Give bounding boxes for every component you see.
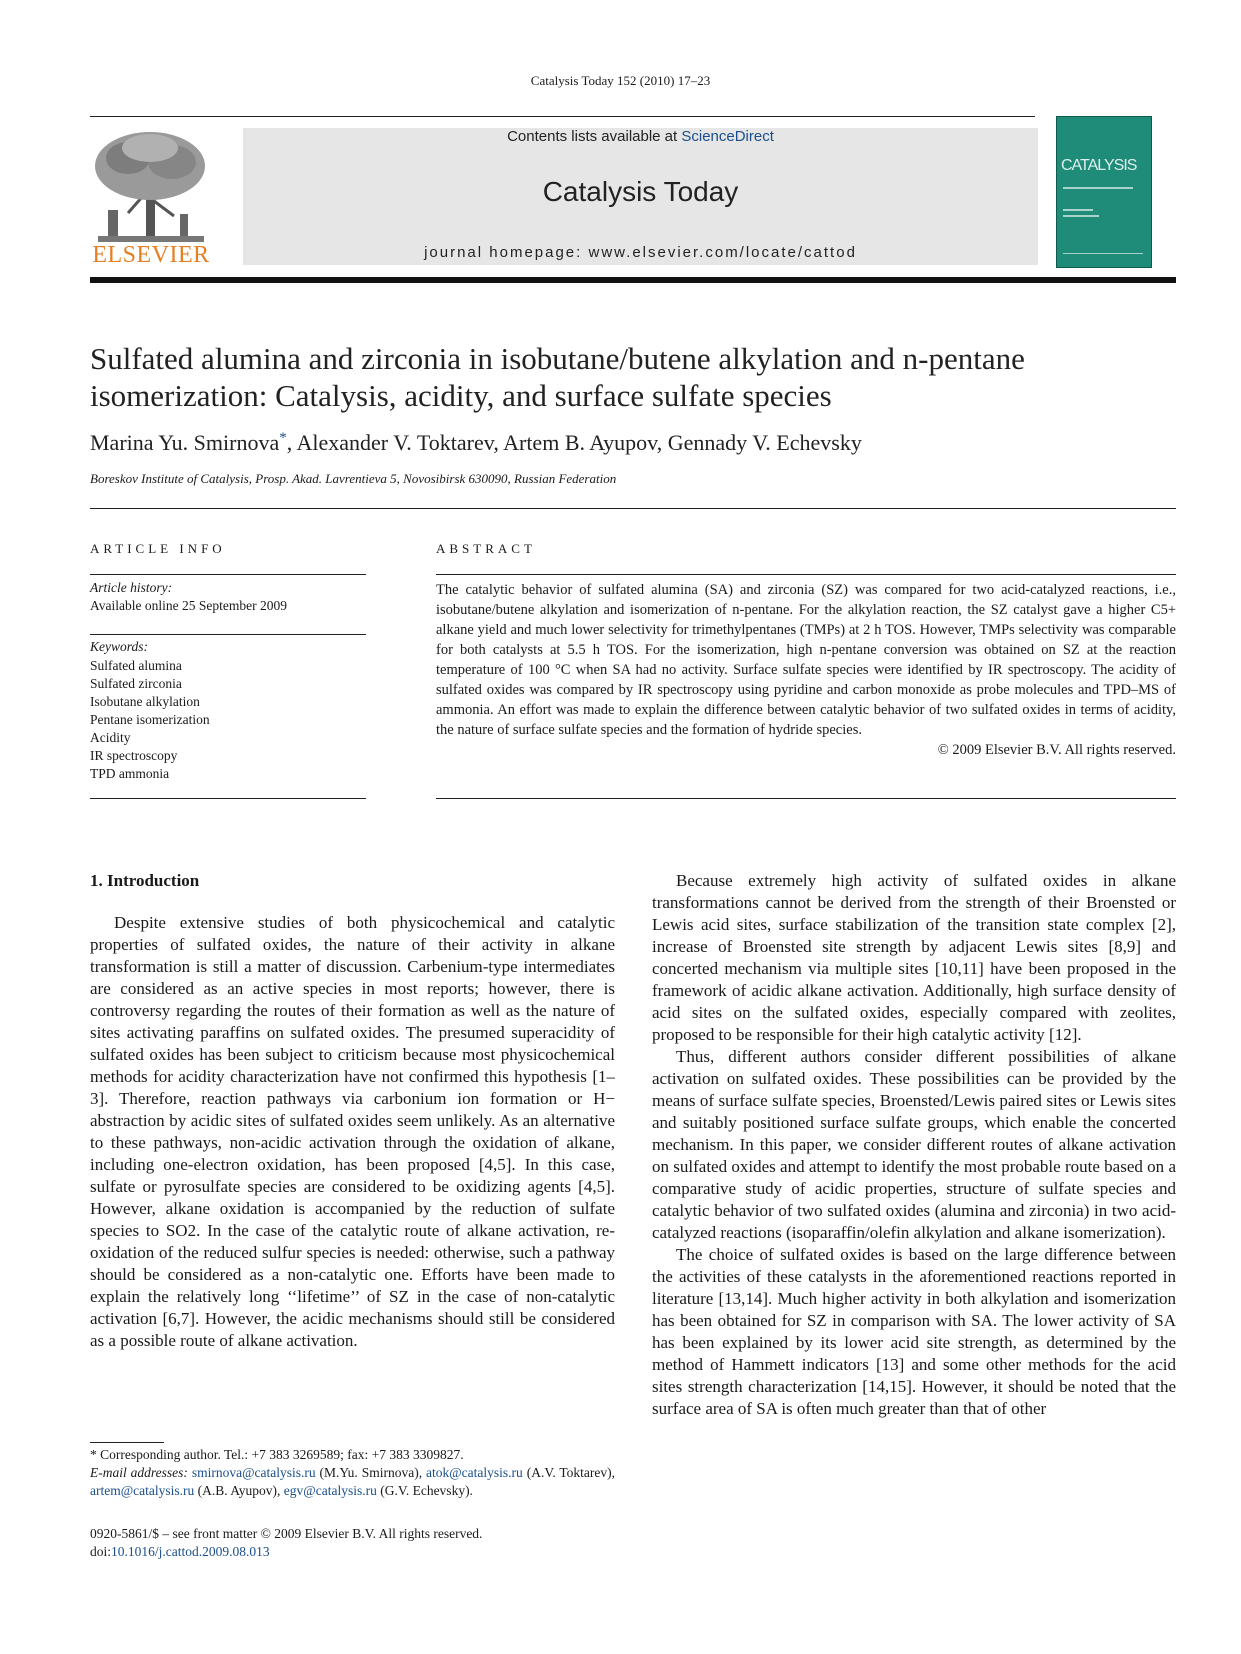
email-label: E-mail addresses:: [90, 1465, 188, 1480]
header-rule: [90, 116, 1035, 117]
cover-text-line: [1063, 209, 1093, 211]
bottom-matter: [90, 1525, 482, 1561]
doi-line: [90, 1543, 482, 1561]
journal-homepage[interactable]: journal homepage: www.elsevier.com/locate/cattod: [424, 244, 857, 261]
email-owner: (G.V. Echevsky).: [380, 1483, 473, 1498]
cover-text-line: [1063, 187, 1133, 189]
abstract-copyright: © 2009 Elsevier B.V. All rights reserved.: [937, 742, 1176, 758]
email-link[interactable]: egv@catalysis.ru: [283, 1483, 377, 1498]
abstract-rule: [436, 798, 1176, 799]
keywords-label: Keywords:: [90, 639, 148, 654]
doi-label: doi:: [90, 1544, 112, 1559]
keyword-item: Pentane isomerization: [90, 712, 210, 727]
keyword-item: TPD ammonia: [90, 766, 170, 781]
paragraph: Thus, different authors consider different possibilities of alkane activation on sulfated oxides. These possibilities can be provided by the means of surface sulfate species, Broensted/Lewis paired sites or Lewis sites and suitably positioned surface sulfate groups, which enable the concerted mechanism. In this paper, we consider different routes of alkane activation on sulfated oxides and attempt to identify the most probable route based on a comparative study of acidic properties, structure of sulfate species and catalytic behavior of two sulfated oxides (alumina and zirconia) in two acid-catalyzed reactions (isoparaffin/olefin alkylation and alkane isomerization).: [652, 1047, 1176, 1242]
journal-cover[interactable]: [1056, 116, 1152, 268]
email-owner: (A.V. Toktarev),: [526, 1465, 616, 1480]
abstract-label: ABSTRACT: [436, 541, 536, 556]
section-rule: [90, 508, 1176, 509]
footnote: [90, 1446, 615, 1500]
keyword-item: Sulfated zirconia: [90, 676, 182, 691]
email-owner: (M.Yu. Smirnova),: [319, 1465, 423, 1480]
abstract-body: [436, 580, 1176, 760]
author-list: [90, 430, 862, 456]
journal-name: Catalysis Today: [542, 176, 739, 207]
abstract-text: The catalytic behavior of sulfated alumina (SA) and zirconia (SZ) was compared for two acid-catalyzed reactions, i.e., isobutane/butene alkylation and isomerization of n-pentane. For the alkylation reaction, the SZ catalyst gave a higher C5+ alkane yield and much lower selectivity for trimethylpentanes (TMPs) at 2 h TOS. However, TMPs selectivity was comparable for both catalysts at 5.5 h TOS. For the isomerization, high n-pentane conversion was obtained on SZ at the reaction temperature of 100 °C when SA had no activity. Surface sulfate species were identified by IR spectroscopy. The acidity of sulfated oxides was compared by IR spectroscopy using pyridine and carbon monoxide as probe molecules and TPD–MS of ammonia. An effort was made to explain the difference between catalytic behavior of two sulfated oxides in terms of acidity, the nature of surface sulfate species and the formation of hydride species.: [436, 582, 1176, 738]
abstract-rule: [436, 574, 1176, 575]
issn-line: 0920-5861/$ – see front matter © 2009 Elsevier B.V. All rights reserved.: [90, 1526, 483, 1541]
title-line-2: isomerization: Catalysis, acidity, and surface sulfate species: [90, 378, 832, 413]
paragraph: Because extremely high activity of sulfated oxides in alkane transformations cannot be derived from the strength of their Broensted or Lewis acid sites, surface stabilization of the transition state complex [2], increase of Broensted site strength by adjacent Lewis sites [8,9] and concerted mechanism via multiple sites [10,11] have been proposed in the framework of acidic alkane activation. Additionally, high surface density of acid sites on the sulfated oxides, especially compared with zeolites, proposed to be responsible for their high catalytic activity [12].: [652, 871, 1176, 1044]
journal-reference: Catalysis Today 152 (2010) 17–23: [530, 73, 711, 88]
footnote-corresponding: * Corresponding author. Tel.: +7 383 3269589; fax: +7 383 3309827.: [90, 1447, 464, 1462]
publisher-wordmark: ELSEVIER: [92, 242, 210, 268]
paragraph: Despite extensive studies of both physicochemical and catalytic properties of sulfated oxides, the nature of their activity in alkane transformation is still a matter of discussion. Carbenium-type intermediates are considered as an active species in most reports; however, there is controversy regarding the routes of their formation as well as the nature of sites activating paraffins on sulfated oxides. The presumed superacidity of sulfated oxides has been subject to criticism because most physicochemical methods for acidity characterization have not confirmed this hypothesis [1–3]. Therefore, reaction pathways via carbonium ion formation or H− abstraction by acidic sites of sulfated oxides seem unlikely. As an alternative to these pathways, non-acidic activation through the oxidation of alkane, including one-electron oxidation, has been proposed [4,5]. In this case, sulfate or pyrosulfate species are considered to be oxidizing agents [4,5]. However, alkane oxidation is accompanied by the reduction of sulfate species to SO2. In the case of the catalytic route of alkane activation, re-oxidation of the reduced sulfur species is needed: otherwise, such a pathway should be considered as a non-catalytic one. Efforts have been made to explain the relatively long ‘‘lifetime’’ of SZ in the case of non-catalytic activation [6,7]. However, the acidic mechanisms should still be considered as a possible route of alkane activation.: [90, 913, 615, 1350]
email-link[interactable]: smirnova@catalysis.ru: [191, 1465, 316, 1480]
email-owner: (A.B. Ayupov),: [197, 1483, 281, 1498]
footnote-rule: [90, 1442, 164, 1443]
keyword-item: Sulfated alumina: [90, 658, 182, 673]
corresponding-author-mark[interactable]: *: [279, 430, 287, 446]
article-info-label: ARTICLE INFO: [90, 541, 226, 556]
article-info-rule: [90, 798, 366, 799]
history-value: Available online 25 September 2009: [90, 598, 287, 613]
article-info-rule: [90, 634, 366, 635]
article-title: [90, 340, 1180, 414]
email-link[interactable]: atok@catalysis.ru: [426, 1465, 523, 1480]
tree-logo-icon: [88, 128, 214, 246]
keyword-item: Acidity: [90, 730, 131, 745]
article-info-rule: [90, 574, 366, 575]
keyword-item: IR spectroscopy: [90, 748, 178, 763]
keyword-item: Isobutane alkylation: [90, 694, 200, 709]
cover-title: CATALYSIS: [1061, 157, 1137, 174]
cover-text-line: [1063, 253, 1143, 254]
email-link[interactable]: artem@catalysis.ru: [90, 1483, 195, 1498]
elsevier-logo[interactable]: [88, 128, 214, 272]
history-label: Article history:: [90, 580, 173, 595]
section-heading: 1. Introduction: [90, 871, 200, 890]
footnote-emails: [90, 1464, 615, 1500]
contents-prefix: Contents lists available at: [507, 128, 682, 145]
author-rest: , Alexander V. Toktarev, Artem B. Ayupov, Gennady V. Echevsky: [286, 430, 862, 455]
cover-text-line: [1063, 215, 1099, 217]
contents-line: [243, 128, 1038, 145]
journal-banner: [243, 128, 1038, 265]
doi-link[interactable]: 10.1016/j.cattod.2009.08.013: [111, 1544, 270, 1559]
author-first: Marina Yu. Smirnova: [90, 430, 280, 455]
keywords-list: [90, 657, 210, 783]
affiliation: Boreskov Institute of Catalysis, Prosp. Akad. Lavrentieva 5, Novosibirsk 630090, Russian Federation: [90, 471, 617, 486]
title-line-1: Sulfated alumina and zirconia in isobutane/butene alkylation and n-pentane: [90, 341, 1025, 376]
sciencedirect-link[interactable]: ScienceDirect: [681, 128, 774, 145]
body-column-right: [652, 870, 1176, 1420]
body-column-left: [90, 870, 615, 1352]
header-thick-rule: [90, 277, 1176, 283]
paragraph: The choice of sulfated oxides is based on the large difference between the activities of these catalysts in the aforementioned reactions reported in literature [13,14]. Much higher activity in both alkylation and isomerization has been obtained for SZ in comparison with SA. The lower activity of SA has been explained by its lower acid site strength, as determined by the method of Hammett indicators [13] and some other methods for the acid sites strength characterization [14,15]. However, it should be noted that the surface area of SA is often much greater than that of other: [652, 1245, 1176, 1418]
